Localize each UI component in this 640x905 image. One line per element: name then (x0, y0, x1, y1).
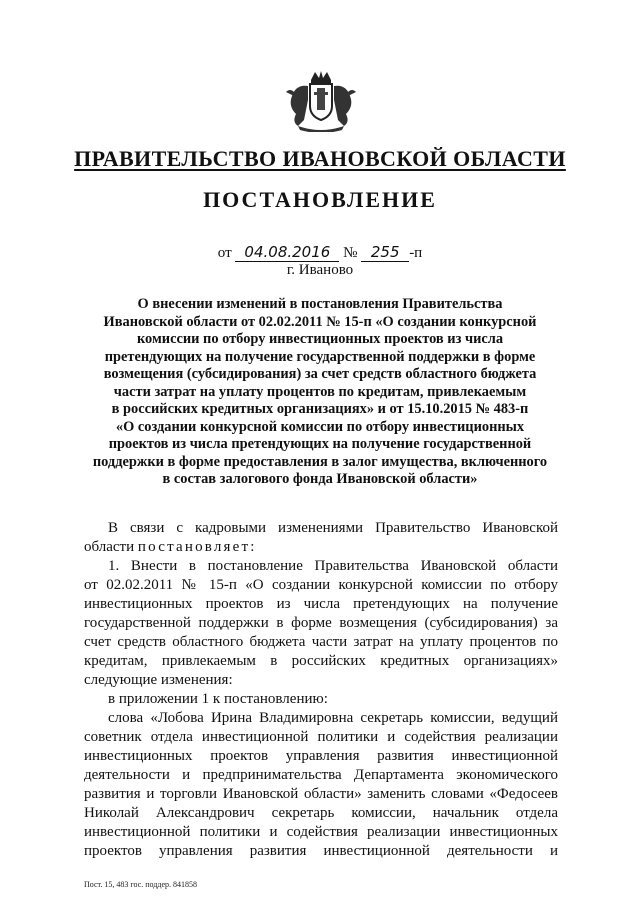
handwritten-date: 04.08.2016 (235, 244, 339, 262)
government-title: ПРАВИТЕЛЬСТВО ИВАНОВСКОЙ ОБЛАСТИ (74, 146, 566, 171)
subject-line: поддержки в форме предоставления в залог имущества, включенного (92, 453, 548, 470)
resolve-keyword: постановляет: (137, 539, 257, 555)
document-subject (60, 296, 580, 489)
body-line: развития и торговли Ивановской области» заменить словами «Федосеев (84, 786, 558, 802)
body-line: инвестиционных проектов из числа претендующих на получение (84, 596, 558, 612)
body-line: слова «Лобова Ирина Владимировна секретарь комиссии, ведущий (108, 710, 558, 726)
body-line: кредитам, привлекаемым в российских кредитных организациях» (84, 653, 558, 669)
subject-line: комиссии по отбору инвестиционных проектов из числа (136, 331, 504, 347)
body-text: области (84, 539, 135, 555)
subject-line: возмещения (субсидирования) за счет средств областного бюджета (103, 366, 537, 382)
body-line: счет средств областного бюджета части затрат на уплату процентов по (84, 634, 558, 650)
body-line: проектов управления развития инвестиционной деятельности и (84, 843, 558, 859)
date-number-line (0, 244, 640, 262)
body-line-resolve (84, 538, 558, 557)
city-label: г. Иваново (286, 262, 354, 278)
body-line: от 02.02.2011 № 15-п «О создании конкурсной комиссии по отбору (84, 577, 558, 593)
body-line: инвестиционной политики и содействия реализации инвестиционных (84, 824, 558, 840)
body-line: государственной поддержки в форме возмещения (субсидирования) за (84, 615, 558, 631)
body-line: советник отдела инвестиционной политики и содействия реализации (84, 729, 558, 745)
subject-line: Ивановской области от 02.02.2011 № 15-п «О создании конкурсной (103, 313, 537, 330)
coat-of-arms-icon (284, 70, 358, 132)
body-line: В связи с кадровыми изменениями Правительство Ивановской (108, 520, 558, 536)
footer-reference: Пост. 15, 483 гос. поддер. 841858 (84, 880, 197, 889)
body-line: следующие изменения: (84, 672, 233, 688)
body-line: 1. Внести в постановление Правительства Ивановской области (108, 558, 558, 574)
date-prefix: от (217, 245, 232, 261)
subject-line: в состав залогового фонда Ивановской области» (162, 471, 478, 487)
subject-line: проектов из числа претендующих на получение государственной (108, 436, 532, 452)
handwritten-number: 255 (361, 244, 409, 262)
body-line: в приложении 1 к постановлению: (108, 691, 328, 707)
body-line: Николай Александрович секретарь комиссии, начальник отдела (84, 805, 558, 821)
subject-line: части затрат на уплату процентов по кредитам, привлекаемым (113, 383, 527, 400)
subject-line: претендующих на получение государственной поддержки в форме (104, 348, 536, 365)
subject-line: О внесении изменений в постановления Правительства (137, 296, 503, 312)
subject-line: в российских кредитных организациях» и от 15.10.2015 № 483-п (111, 401, 529, 417)
number-suffix: -п (409, 245, 423, 261)
document-body (84, 519, 558, 861)
number-sign: № (343, 245, 358, 261)
body-line: деятельности и предпринимательства Департамента экономического (84, 767, 558, 783)
body-line: инвестиционных проектов управления развития инвестиционной (84, 748, 558, 764)
document-type-heading: ПОСТАНОВЛЕНИЕ (203, 187, 437, 212)
subject-line: «О создании конкурсной комиссии по отбору инвестиционных (115, 418, 525, 435)
